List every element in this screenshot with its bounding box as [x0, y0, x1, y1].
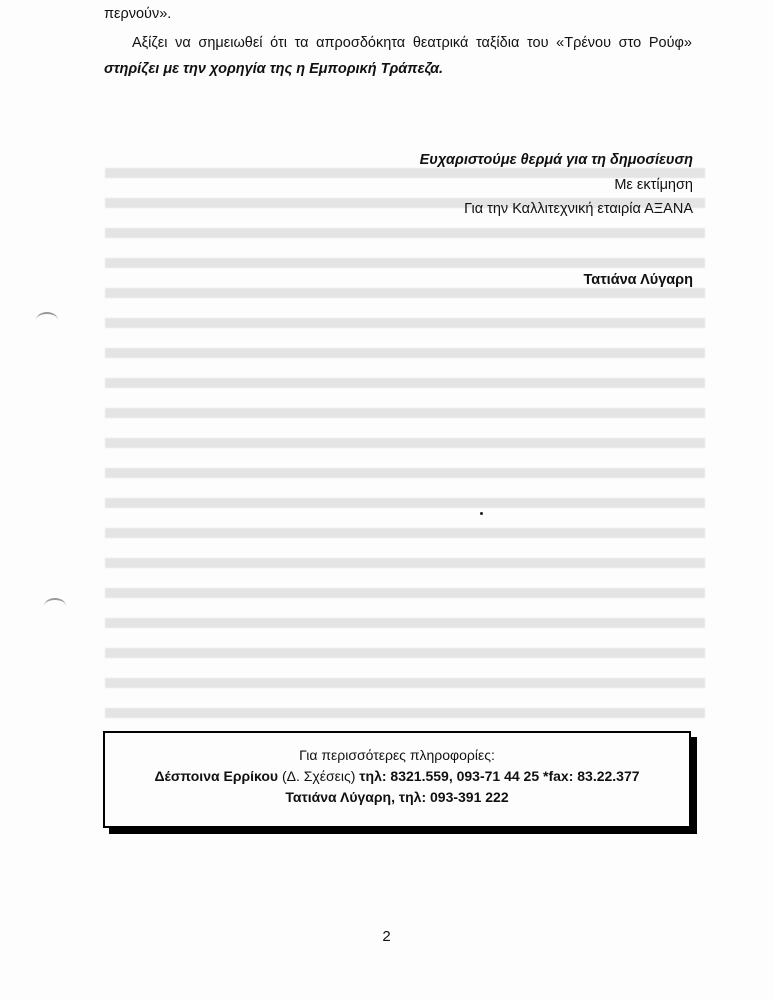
info-contact-1 — [105, 768, 689, 784]
punch-hole-bottom — [44, 598, 66, 614]
sponsor-paragraph-text: Αξίζει να σημειωθεί ότι τα απροσδόκητα θεατρικά ταξίδια του «Τρένου στο Ρούφ» — [132, 35, 692, 51]
intro-line: περνούν». — [104, 6, 172, 22]
closing-regards: Με εκτίμηση — [614, 177, 693, 193]
contact-1-phones: τηλ: 8321.559, 093-71 44 25 *fax: 83.22.377 — [359, 768, 640, 784]
sponsor-paragraph — [104, 30, 692, 82]
closing-thanks: Ευχαριστούμε θερμά για τη δημοσίευση — [419, 152, 693, 168]
speck — [480, 512, 483, 515]
page-number: 2 — [382, 928, 391, 945]
signature: Τατιάνα Λύγαρη — [583, 272, 693, 288]
info-heading: Για περισσότερες πληροφορίες: — [299, 747, 495, 763]
bleed-through-text — [105, 130, 705, 720]
closing-company: Για την Καλλιτεχνική εταιρία ΑΞΑΝΑ — [464, 201, 693, 217]
contact-1-name: Δέσποινα Ερρίκου — [154, 768, 279, 784]
info-contact-2: Τατιάνα Λύγαρη, τηλ: 093-391 222 — [285, 789, 509, 805]
sponsor-paragraph-emphasis: στηρίζει με την χορηγία της η Εμπορική Τράπεζα. — [104, 61, 444, 77]
info-box — [103, 731, 691, 828]
punch-hole-top — [36, 312, 58, 328]
contact-1-role: (Δ. Σχέσεις) — [278, 768, 360, 784]
